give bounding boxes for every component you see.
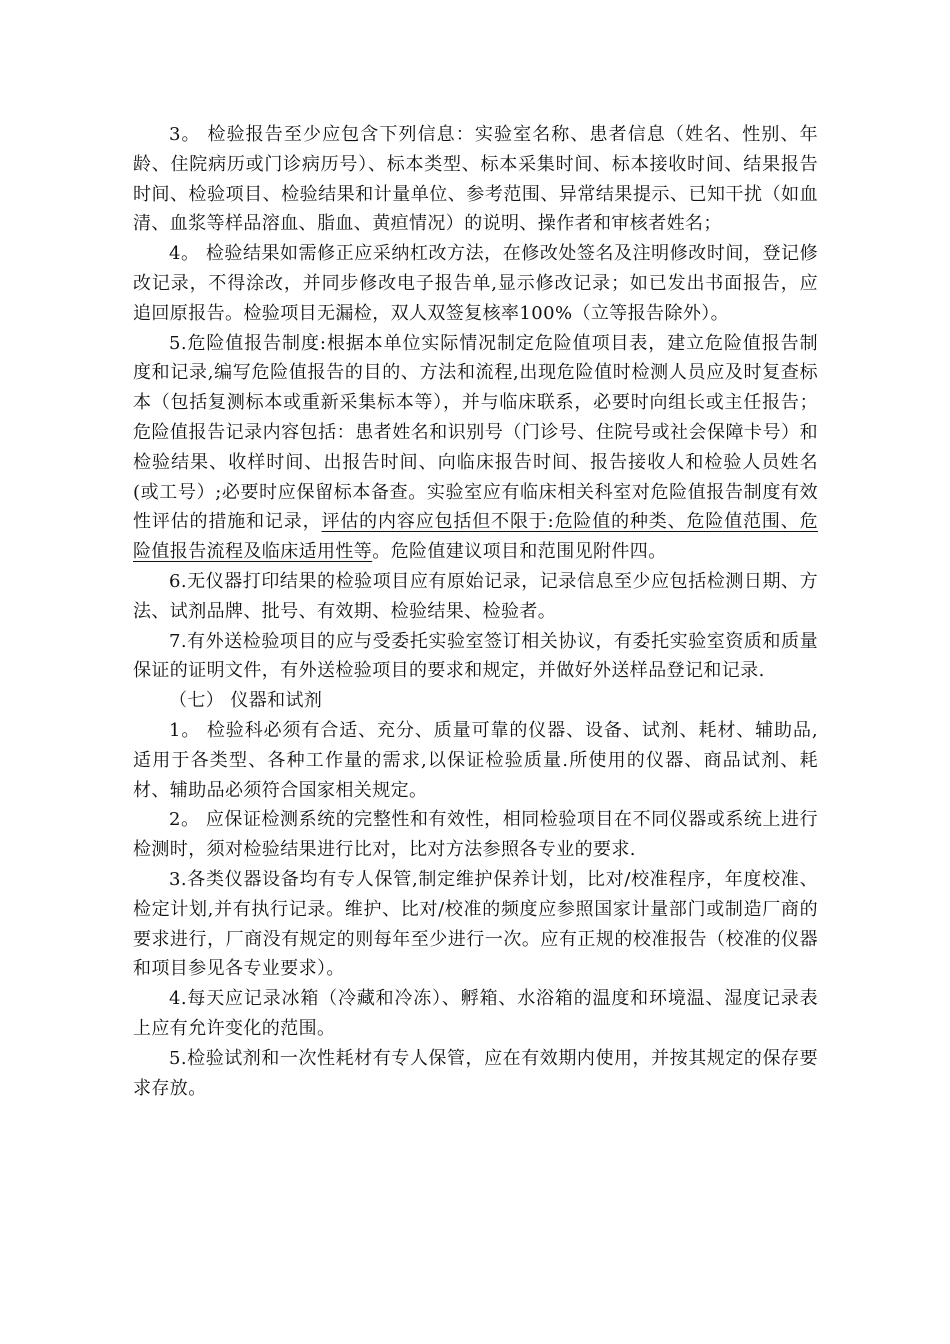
document-body [133,120,818,1103]
critical-value-text-end: 。危险值建议项目和范围见附件四。 [372,541,667,563]
paragraph-report-info: 3。 检验报告至少应包含下列信息：实验室名称、患者信息（姓名、性别、年龄、住院病历或门诊病历号）、标本类型、标本采集时间、标本接收时间、结果报告时间、检验项目、检验结果和计量单位、参考范围、异常结果提示、已知干扰（如血清、血浆等样品溶血、脂血、黄疸情况）的说明、操作者和审核者姓名； [133,124,818,235]
paragraph-outsourced-tests: 7.有外送检验项目的应与受委托实验室签订相关协议，有委托实验室资质和质量保证的证明文件，有外送检验项目的要求和规定，并做好外送样品登记和记录. [133,630,818,682]
critical-value-underlined-text: 评估的内容应包括但不限于:危险值的种类、危险值范围、危险值报告流程及临床适用性等 [133,511,818,563]
section-heading-instruments: （七） 仪器和试剂 [169,690,323,712]
paragraph-instrument-requirements: 1。 检验科必须有合适、充分、质量可靠的仪器、设备、试剂、耗材、辅助品,适用于各类型、各种工作量的需求,以保证检验质量.所使用的仪器、商品试剂、耗材、辅助品必须符合国家相关规定。 [133,719,818,801]
paragraph-critical-value [133,329,818,567]
paragraph-original-records: 6.无仪器打印结果的检验项目应有原始记录，记录信息至少应包括检测日期、方法、试剂品牌、批号、有效期、检验结果、检验者。 [133,570,818,622]
paragraph-system-integrity: 2。 应保证检测系统的完整性和有效性，相同检验项目在不同仪器或系统上进行检测时，须对检验结果进行比对，比对方法参照各专业的要求. [133,809,818,861]
paragraph-result-correction: 4。 检验结果如需修正应采纳杠改方法，在修改处签名及注明修改时间，登记修改记录，不得涂改，并同步修改电子报告单,显示修改记录；如已发出书面报告，应追回原报告。检验项目无漏检，双人双签复核率100%（立等报告除外）。 [133,243,818,324]
paragraph-reagent-storage: 5.检验试剂和一次性耗材有专人保管，应在有效期内使用，并按其规定的保存要求存放。 [133,1047,818,1099]
paragraph-equipment-maintenance: 3.各类仪器设备均有专人保管,制定维护保养计划，比对/校准程序，年度校准、检定计划,并有执行记录。维护、比对/校准的频度应参照国家计量部门或制造厂商的要求进行，厂商没有规定的则每年至少进行一次。应有正规的校准报告（校准的仪器和项目参见各专业要求）。 [133,868,818,980]
paragraph-temperature-records: 4.每天应记录冰箱（冷藏和冷冻）、孵箱、水浴箱的温度和环境温、湿度记录表上应有允许变化的范围。 [133,988,818,1039]
critical-value-text: 5.危险值报告制度:根据本单位实际情况制定危险值项目表，建立危险值报告制度和记录,编写危险值报告的目的、方法和流程,出现危险值时检测人员应及时复查标本（包括复测标本或重新采集标本等），并与临床联系，必要时向组长或主任报告；危险值报告记录内容包括：患者姓名和识别号（门诊号、住院号或社会保障卡号）和检验结果、收样时间、出报告时间、向临床报告时间、报告接收人和检验人员姓名(或工号）;必要时应保留标本备查。实验室应有临床相关科室对危险值报告制度有效性评估的措施和记录， [133,332,818,533]
